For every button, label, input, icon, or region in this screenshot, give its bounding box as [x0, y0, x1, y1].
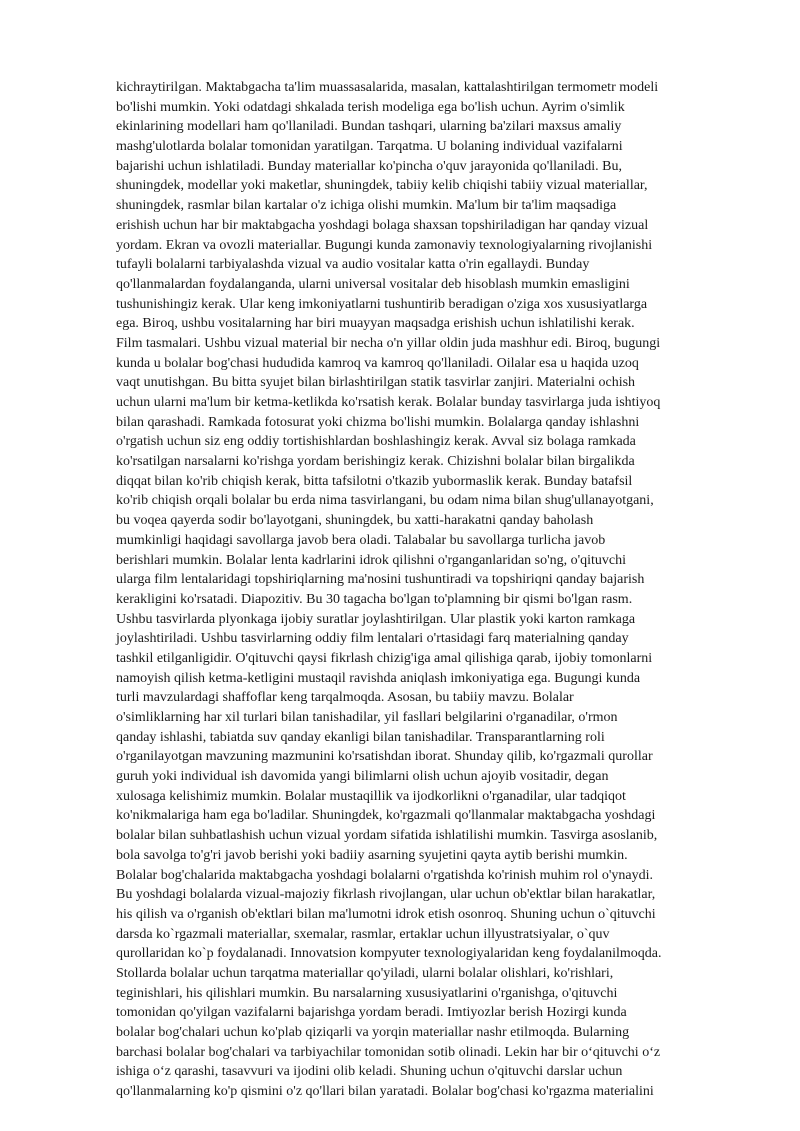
- text-line: joylashtiriladi. Ushbu tasvirlarning oddiy film lentalari o'rtasidagi farq materialning qanday: [116, 631, 629, 647]
- text-line: qo'llanmalardan foydalanganda, ularni universal vositalar deb hisoblash mumkin emasligini: [116, 276, 630, 292]
- text-line: kichraytirilgan. Maktabgacha ta'lim muassasalarida, masalan, kattalashtirilgan termometr modeli: [116, 80, 659, 95]
- text-line: shuningdek, modellar yoki maketlar, shuningdek, tabiiy kelib chiqishi tabiiy vizual materiallar,: [116, 178, 648, 194]
- text-line: ishiga o‘z qarashi, tasavvuri va ijodini olib keladi. Shuning uchun o'qituvchi darslar uchun: [116, 1064, 623, 1080]
- text-line: guruh yoki individual ish davomida yangi bilimlarni olish uchun ajoyib vositadir, degan: [116, 769, 609, 785]
- body-text: [116, 78, 746, 1102]
- text-line: bo'lishi mumkin. Yoki odatdagi shkalada terish modeliga ega bo'lish uchun. Ayrim o'simlik: [116, 99, 625, 115]
- text-line: tushunishingiz kerak. Ular keng imkoniyatlarni tushuntirib beradigan o'ziga xos xususiyatlarga: [116, 296, 648, 312]
- text-line: ko'rsatilgan narsalarni ko'rishga yordam berishingiz kerak. Chizishni bolalar bilan birgalikda: [116, 454, 635, 470]
- text-line: bajarishi uchun ishlatiladi. Bunday materiallar ko'pincha o'quv jarayonida qo'llaniladi. Bu,: [116, 158, 622, 174]
- text-line: Stollarda bolalar uchun tarqatma materiallar qo'yiladi, ularni bolalar olishlari, ko'rishlari,: [116, 965, 614, 981]
- text-line: vaqt unutishgan. Bu bitta syujet bilan birlashtirilgan statik tasvirlar zanjiri. Materialni ochish: [116, 375, 636, 391]
- text-line: turli mavzulardagi shaffoflar keng tarqalmoqda. Asosan, bu tabiiy mavzu. Bolalar: [116, 690, 574, 706]
- text-line: Bu yoshdagi bolalarda vizual-majoziy fikrlash rivojlangan, ular uchun ob'ektlar bilan harakatlar,: [116, 887, 656, 903]
- text-line: Film tasmalari. Ushbu vizual material bir necha o'n yillar oldin juda mashhur edi. Biroq, bugungi: [116, 335, 661, 351]
- text-line: bolalar bilan suhbatlashish uchun vizual yordam sifatida ishlatilishi mumkin. Tasvirga asoslanib,: [116, 828, 658, 844]
- text-line: Ushbu tasvirlarda plyonkaga ijobiy suratlar joylashtirilgan. Ular plastik yoki karton ramkaga: [116, 611, 636, 627]
- text-line: bilan qarashadi. Ramkada fotosurat yoki chizma bo'lishi mumkin. Bolalarga qanday ishlashni: [116, 414, 640, 430]
- text-line: ekinlarining modellari ham qo'llaniladi. Bundan tashqari, ularning ba'zilari maxsus amaliy: [116, 119, 622, 135]
- text-line: namoyish qilish ketma-ketligini mustaqil ravishda aniqlash imkoniyatiga ega. Bugungi kunda: [116, 670, 641, 686]
- text-line: tufayli bolalarni tarbiyalashda vizual va audio vositalar katta o'rin egallaydi. Bunday: [116, 257, 590, 273]
- text-line: ko'rib chiqish orqali bolalar bu erda nima tasvirlangani, bu odam nima bilan shug'ullanayotgani,: [116, 493, 654, 509]
- text-line: barchasi bolalar bog'chalari va tarbiyachilar tomonidan sotib olinadi. Lekin har bir o‘qituvchi o‘z: [116, 1044, 661, 1060]
- text-line: bola savolga to'g'ri javob berishi yoki badiiy asarning syujetini qayta aytib berishi mumkin.: [116, 847, 628, 863]
- text-line: erishish uchun har bir maktabgacha yoshdagi bolaga shaxsan topshiriladigan har qanday vizual: [116, 217, 649, 233]
- text-line: uchun ularni ma'lum bir ketma-ketlikda ko'rsatish kerak. Bolalar bunday tasvirlarga juda ishtiyoq: [116, 395, 661, 410]
- text-line: Bolalar bog'chalarida maktabgacha yoshdagi bolalarni o'rgatishda ko'rinish muhim rol o'ynaydi.: [116, 867, 654, 883]
- text-line: bu voqea qayerda sodir bo'layotgani, shuningdek, bu xatti-harakatni qanday baholash: [116, 513, 594, 529]
- text-line: tashkil etilganligidir. O'qituvchi qaysi fikrlash chizig'iga amal qilishiga qarab, ijobiy tomonlarni: [116, 650, 653, 666]
- text-line: qurollaridan ko`p foydalanadi. Innovatsion kompyuter texnologiyalaridan keng foydalanilmoqda.: [116, 946, 662, 962]
- text-line: kunda u bolalar bog'chasi hududida kamroq va kamroq qo'llaniladi. Oilalar esa u haqida uzoq: [116, 355, 639, 371]
- text-line: kerakligini ko'rsatadi. Diapozitiv. Bu 30 tagacha bo'lgan to'plamning bir qismi bo'lgan rasm.: [116, 591, 633, 607]
- text-line: ko'nikmalariga ham ega bo'ladilar. Shuningdek, ko'rgazmali qo'llanmalar maktabgacha yoshdagi: [116, 808, 656, 824]
- text-line: qo'llanmalarning ko'p qismini o'z qo'llari bilan yaratadi. Bolalar bog'chasi ko'rgazma materialini: [116, 1084, 654, 1100]
- text-line: mashg'ulotlarda bolalar tomonidan yaratilgan. Tarqatma. U bolaning individual vazifalarni: [116, 139, 623, 155]
- text-line: tomonidan qo'yilgan vazifalarni bajarishga yordam beradi. Imtiyozlar berish Hozirgi kunda: [116, 1005, 627, 1021]
- text-line: diqqat bilan ko'rib chiqish kerak, bitta tafsilotni o'tkazib yubormaslik kerak. Bunday batafsil: [116, 473, 633, 489]
- text-line: his qilish va o'rganish ob'ektlari bilan ma'lumotni idrok etish osonroq. Shuning uchun o`qituvchi: [116, 906, 656, 922]
- text-line: berishlari mumkin. Bolalar lenta kadrlarini idrok qilishni o'rganganlaridan so'ng, o'qituvchi: [116, 552, 627, 568]
- text-line: bolalar bog'chalari uchun ko'plab qiziqarli va yorqin materiallar nashr etilmoqda. Bularning: [116, 1025, 630, 1040]
- text-line: shuningdek, rasmlar bilan kartalar o'z ichiga olishi mumkin. Ma'lum bir ta'lim maqsadiga: [116, 198, 617, 214]
- text-line: mumkinligi haqidagi savollarga javob bera oladi. Talabalar bu savollarga turlicha javob: [116, 532, 606, 548]
- text-line: yordam. Ekran va ovozli materiallar. Bugungi kunda zamonaviy texnologiyalarning rivojlanishi: [116, 237, 653, 253]
- text-line: qanday ishlashi, tabiatda suv qanday ekanligi bilan tanishadilar. Transparantlarning roli: [116, 729, 605, 745]
- text-line: teginishlari, his qilishlari mumkin. Bu narsalarning xususiyatlarini o'rganishga, o'qituvchi: [116, 985, 618, 1001]
- text-line: darsda ko`rgazmali materiallar, sxemalar, rasmlar, ertaklar uchun illyustratsiyalar, o`quv: [116, 926, 610, 942]
- text-line: o'rgatish uchun siz eng oddiy tortishishlardan boshlashingiz kerak. Avval siz bolaga ramkada: [116, 434, 636, 450]
- text-line: xulosaga kelishimiz mumkin. Bolalar mustaqillik va ijodkorlikni o'rganadilar, ular tadqiqot: [116, 788, 626, 804]
- text-line: ularga film lentalaridagi topshiriqlarning ma'nosini tushuntiradi va topshiriqni qanday bajarish: [116, 572, 645, 588]
- text-line: o'simliklarning har xil turlari bilan tanishadilar, yil fasllari belgilarini o'rganadilar, o'rmon: [116, 710, 618, 725]
- text-line: ega. Biroq, ushbu vositalarning har biri muayyan maqsadga erishish uchun ishlatilishi kerak.: [116, 316, 635, 332]
- text-line: o'rganilayotgan mavzuning mazmunini ko'rsatishdan iborat. Shunday qilib, ko'rgazmali qurollar: [116, 749, 653, 765]
